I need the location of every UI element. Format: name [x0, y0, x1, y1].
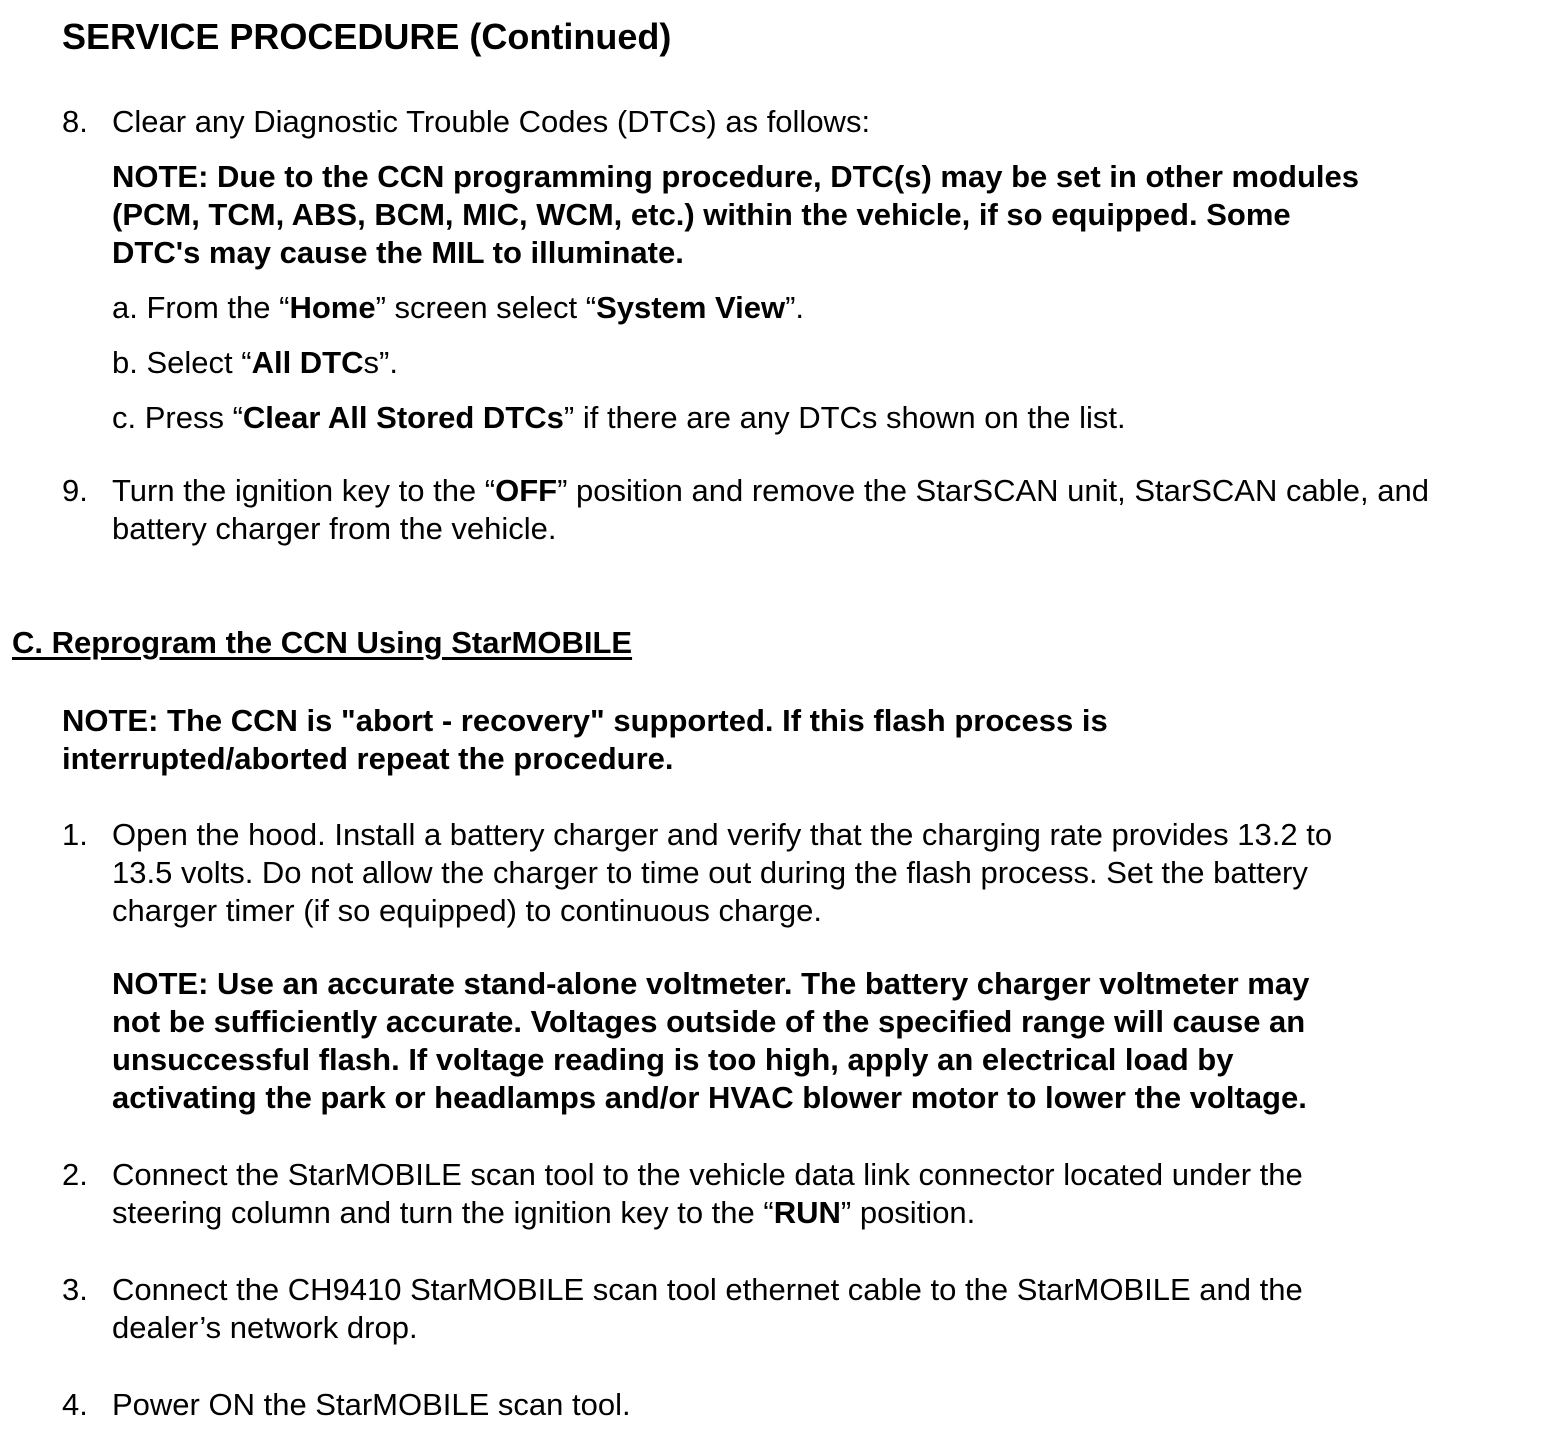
- step-8-note-line-1: NOTE: Due to the CCN programming procedure, DTC(s) may be set in other modules: [112, 159, 1360, 194]
- c-step-1-note-line-1: NOTE: Use an accurate stand-alone voltmeter. The battery charger voltmeter may: [112, 966, 1310, 1001]
- c-step-2-line-1: Connect the StarMOBILE scan tool to the vehicle data link connector located under the: [112, 1157, 1303, 1192]
- c-step-1-line-2: 13.5 volts. Do not allow the charger to time out during the flash process. Set the battery: [112, 855, 1308, 890]
- step-8-note-line-3: DTC's may cause the MIL to illuminate.: [112, 235, 684, 270]
- c-step-2-run: RUN: [773, 1195, 841, 1230]
- c-step-4-number: 4.: [62, 1387, 88, 1422]
- c-step-1-note-line-4: activating the park or headlamps and/or HVAC blower motor to lower the voltage.: [112, 1080, 1307, 1115]
- c-step-4-text: Power ON the StarMOBILE scan tool.: [112, 1387, 631, 1422]
- section-c-note-line-2: interrupted/aborted repeat the procedure.: [62, 741, 674, 776]
- step-9-pre: Turn the ignition key to the “: [112, 473, 496, 508]
- c-step-3-line-2: dealer’s network drop.: [112, 1310, 418, 1345]
- c-step-1-number: 1.: [62, 817, 88, 852]
- sub-a-system-view: System View: [596, 290, 786, 325]
- section-c-heading: C. Reprogram the CCN Using StarMOBILE: [12, 625, 633, 660]
- sub-b-all-dtcs: All DTC: [251, 345, 364, 380]
- section-c-note-line-1: NOTE: The CCN is "abort - recovery" supported. If this flash process is: [62, 703, 1108, 738]
- step-8-sub-c: [112, 399, 1126, 437]
- sub-a-post: ”.: [785, 290, 805, 325]
- c-step-1-note-line-2: not be sufficiently accurate. Voltages outside of the specified range will cause an: [112, 1004, 1306, 1039]
- c-step-1-line-3: charger timer (if so equipped) to continuous charge.: [112, 893, 822, 928]
- step-9-line-2: battery charger from the vehicle.: [112, 511, 557, 546]
- step-9-number: 9.: [62, 473, 88, 508]
- sub-c-clear-all: Clear All Stored DTCs: [242, 400, 564, 435]
- sub-c-pre: c. Press “: [112, 400, 243, 435]
- sub-a-home: Home: [289, 290, 376, 325]
- step-8-sub-a: [112, 289, 804, 327]
- c-step-3-line-1: Connect the CH9410 StarMOBILE scan tool ethernet cable to the StarMOBILE and the: [112, 1272, 1303, 1307]
- page-title: SERVICE PROCEDURE (Continued): [62, 16, 672, 57]
- c-step-2-line-2: [112, 1194, 975, 1232]
- step-9-post: ” position and remove the StarSCAN unit, StarSCAN cable, and: [557, 473, 1429, 508]
- step-8-number: 8.: [62, 104, 88, 139]
- c-step-1-note-line-3: unsuccessful flash. If voltage reading is too high, apply an electrical load by: [112, 1042, 1234, 1077]
- sub-a-mid: ” screen select “: [375, 290, 597, 325]
- sub-b-pre: b. Select “: [112, 345, 252, 380]
- c-step-2-pre: steering column and turn the ignition key to the “: [112, 1195, 774, 1230]
- step-9-line-1: [112, 472, 1429, 510]
- step-8-note-line-2: (PCM, TCM, ABS, BCM, MIC, WCM, etc.) within the vehicle, if so equipped. Some: [112, 197, 1291, 232]
- c-step-3-number: 3.: [62, 1272, 88, 1307]
- step-9-off: OFF: [495, 473, 558, 508]
- sub-b-mid: s”.: [363, 345, 398, 380]
- step-8-sub-b: [112, 344, 398, 382]
- c-step-2-number: 2.: [62, 1157, 88, 1192]
- step-8-text: Clear any Diagnostic Trouble Codes (DTCs) as follows:: [112, 104, 871, 139]
- sub-a-pre: a. From the “: [112, 290, 290, 325]
- c-step-1-line-1: Open the hood. Install a battery charger and verify that the charging rate provides 13.2 to: [112, 817, 1333, 852]
- c-step-2-post: ” position.: [840, 1195, 976, 1230]
- sub-c-post: ” if there are any DTCs shown on the list.: [563, 400, 1126, 435]
